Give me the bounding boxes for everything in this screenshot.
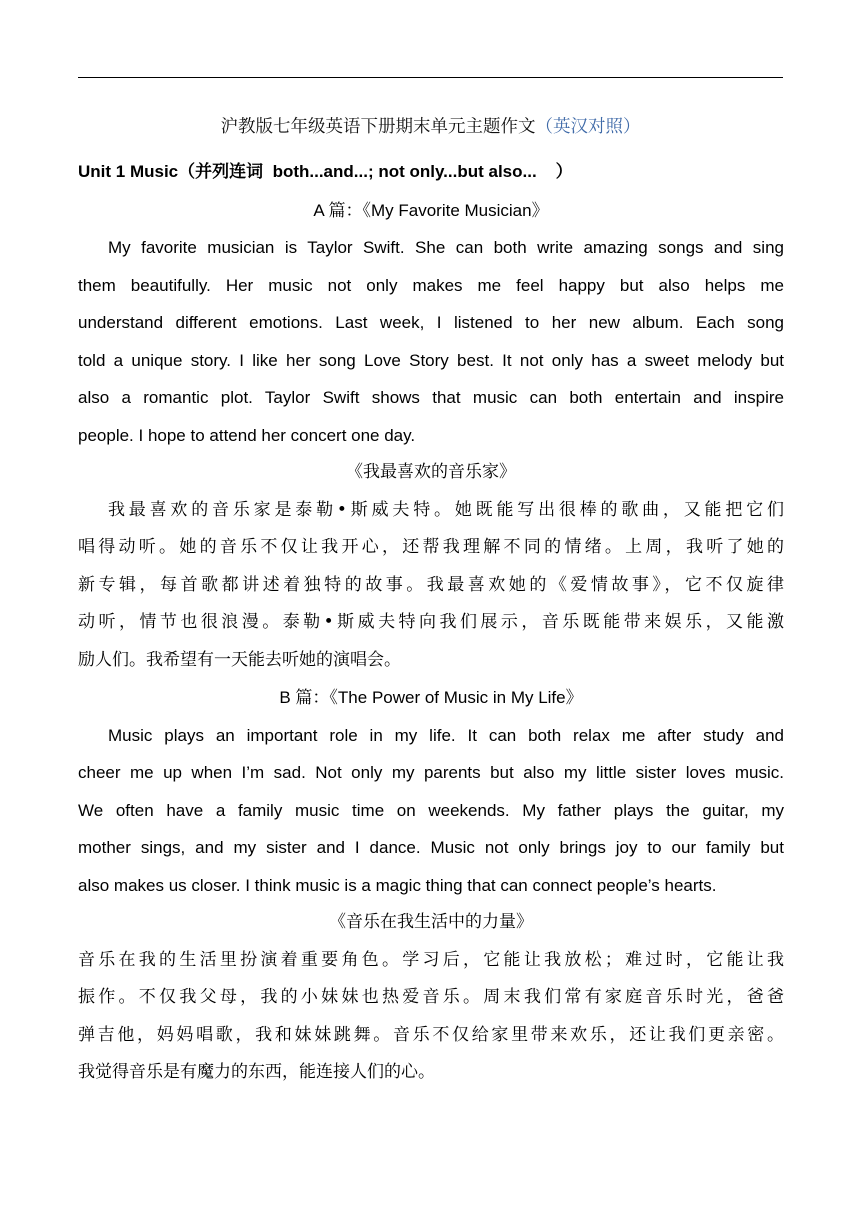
document-title-main: 沪教版七年级英语下册期末单元主题作文 bbox=[220, 117, 536, 137]
essay-a-en-line: also a romantic plot. Taylor Swift shows that music can both entertain and inspire bbox=[78, 388, 784, 407]
essay-b-en-line: cheer me up when I’m sad. Not only my parents but also my little sister loves music. bbox=[78, 763, 784, 782]
essay-b-cn-title: 《音乐在我生活中的力量》 bbox=[329, 912, 533, 932]
header-rule bbox=[78, 77, 783, 78]
document-title-paren: （英汉对照） bbox=[535, 117, 641, 137]
essay-b-en-line: We often have a family music time on weekends. My father plays the guitar, my bbox=[78, 801, 784, 820]
essay-a-title: A 篇：《My Favorite Musician》 bbox=[313, 201, 549, 220]
document-title bbox=[78, 115, 783, 139]
essay-a-cn-line: 新专辑，每首歌都讲述着独特的故事。我最喜欢她的《爱情故事》，它不仅旋律 bbox=[78, 575, 784, 595]
essay-a-en-line: them beautifully. Her music not only makes me feel happy but also helps me bbox=[78, 276, 784, 295]
essay-b-cn-line: 振作。不仅我父母，我的小妹妹也热爱音乐。周末我们常有家庭音乐时光，爸爸 bbox=[78, 987, 784, 1007]
essay-a-cn-line: 励人们。我希望有一天能去听她的演唱会。 bbox=[78, 650, 401, 670]
essay-b-en-line: also makes us closer. I think music is a magic thing that can connect people’s hearts. bbox=[78, 876, 717, 895]
essay-a-cn-line: 动听，情节也很浪漫。泰勒•斯威夫特向我们展示，音乐既能带来娱乐，又能激 bbox=[78, 612, 784, 632]
essay-a-cn-line: 唱得动听。她的音乐不仅让我开心，还帮我理解不同的情绪。上周，我听了她的 bbox=[78, 537, 784, 557]
essay-b-title: B 篇：《The Power of Music in My Life》 bbox=[279, 688, 583, 707]
essay-b-cn-line: 弹吉他，妈妈唱歌，我和妹妹跳舞。音乐不仅给家里带来欢乐，还让我们更亲密。 bbox=[78, 1025, 784, 1045]
essay-b-cn-line: 音乐在我的生活里扮演着重要角色。学习后，它能让我放松；难过时，它能让我 bbox=[78, 950, 784, 970]
unit-heading: Unit 1 Music（并列连词 both...and...; not only...but also... ） bbox=[78, 162, 573, 181]
essay-a-en-line: understand different emotions. Last week, I listened to her new album. Each song bbox=[78, 313, 784, 332]
essay-a-en-line: people. I hope to attend her concert one day. bbox=[78, 426, 416, 445]
essay-a-cn-line: 我最喜欢的音乐家是泰勒•斯威夫特。她既能写出很棒的歌曲，又能把它们 bbox=[108, 500, 784, 520]
essay-b-cn-line: 我觉得音乐是有魔力的东西，能连接人们的心。 bbox=[78, 1062, 435, 1082]
essay-b-en-line: Music plays an important role in my life. It can both relax me after study and bbox=[108, 726, 784, 745]
essay-a-en-line: told a unique story. I like her song Love Story best. It not only has a sweet melody but bbox=[78, 351, 784, 370]
essay-a-cn-title: 《我最喜欢的音乐家》 bbox=[346, 462, 516, 482]
essay-a-en-line: My favorite musician is Taylor Swift. She can both write amazing songs and sing bbox=[108, 238, 784, 257]
essay-b-en-line: mother sings, and my sister and I dance. Music not only brings joy to our family but bbox=[78, 838, 784, 857]
